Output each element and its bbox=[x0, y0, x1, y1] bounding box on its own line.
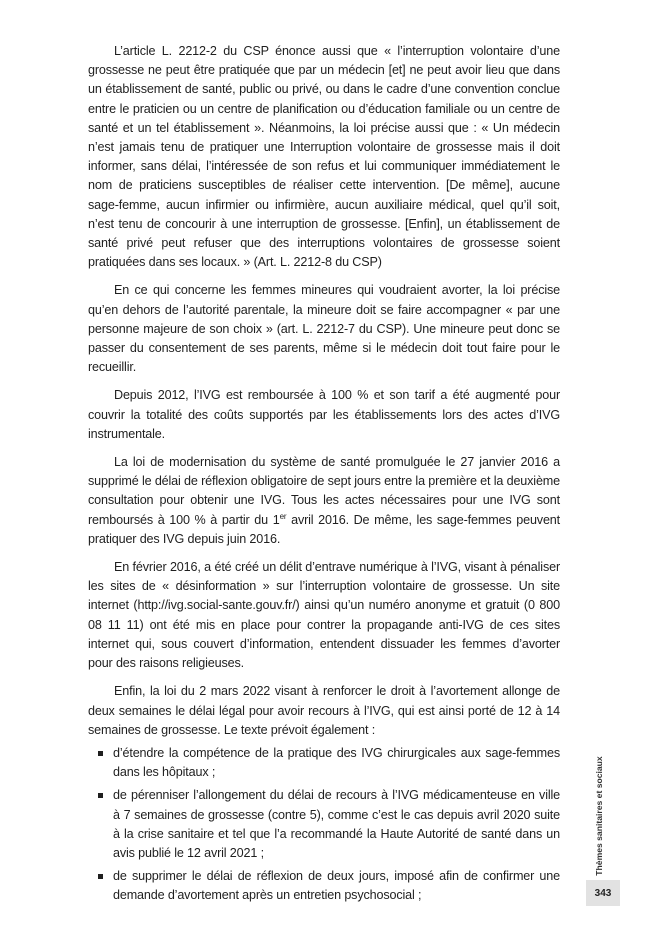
list-item bbox=[88, 867, 560, 905]
paragraph-loi-modernisation bbox=[88, 453, 560, 549]
paragraph-femmes-mineures: En ce qui concerne les femmes mineures qui voudraient avorter, la loi précise qu’en dehors de l’autorité parentale, la mineure doit se faire accompagner « par une personne majeure de son choix » (art. L. 2212-7 du CSP). Une mineure peut donc se passer du consentement de ses parents, même si le médecin doit tout faire pour le recueillir. bbox=[88, 283, 560, 375]
list-item-text: de supprimer le délai de réflexion de deux jours, imposé afin de confirmer une demande d’avortement après un entretien psychosocial ; bbox=[113, 869, 560, 903]
ordinal-superscript: er bbox=[279, 511, 287, 521]
bullet-list bbox=[88, 744, 560, 906]
square-bullet-icon bbox=[98, 751, 103, 756]
page-number-box bbox=[586, 880, 620, 906]
list-item bbox=[88, 786, 560, 863]
list-item-text: de pérenniser l’allongement du délai de recours à l’IVG médicamenteuse en ville à 7 semaines de grossesse (contre 5), comme c’est le cas depuis avril 2020 suite à la crise sanitaire et tel que l’a recommandé la Haute Autorité de santé dans un avis publié le 12 avril 2021 ; bbox=[113, 788, 560, 860]
paragraph-delit-entrave: En février 2016, a été créé un délit d’entrave numérique à l’IVG, visant à pénaliser les sites de « désinformation » sur l’interruption volontaire de grossesse. Un site internet (http://ivg.social-sante.gouv.fr/) ainsi qu’un numéro anonyme et gratuit (0 800 08 11 11) ont été mis en place pour contrer la propagande anti-IVG de ces sites internet qui, sous couvert d’information, entendent dissuader les femmes d’avorter pour des raisons religieuses. bbox=[88, 560, 560, 671]
chapter-side-label-text: Thèmes sanitaires et sociaux bbox=[594, 756, 604, 876]
paragraph-loi-2022: Enfin, la loi du 2 mars 2022 visant à renforcer le droit à l’avortement allonge de deux semaines le délai légal pour avoir recours à l’IVG, qui est ainsi porté de 12 à 14 semaines de grossesse. Le texte prévoit également : bbox=[88, 684, 560, 737]
square-bullet-icon bbox=[98, 874, 103, 879]
modernisation-text-end: avril 2016. De même, les sage-femmes peuvent pratiquer des IVG depuis juin 2016. bbox=[88, 512, 561, 546]
list-item bbox=[88, 744, 560, 782]
modernisation-text-start: La loi de modernisation du système de santé promulguée le 27 janvier 2016 a supprimé le délai de réflexion obligatoire de sept jours entre la première et la deuxième consultation pour obtenir une IVG. Tous les actes nécessaires pour une IVG sont remboursés à 100 % à partir du 1 bbox=[88, 455, 560, 527]
chapter-side-label bbox=[591, 756, 607, 876]
page-number: 343 bbox=[594, 887, 612, 899]
list-item-text: d’étendre la compétence de la pratique des IVG chirurgicales aux sage-femmes dans les hôpitaux ; bbox=[113, 745, 560, 780]
square-bullet-icon bbox=[98, 793, 103, 798]
page-body bbox=[88, 42, 560, 910]
paragraph-article-l2212-2: L’article L. 2212-2 du CSP énonce aussi que « l’interruption volontaire d’une grossesse ne peut être pratiquée que par un médecin [et] ne peut avoir lieu que dans un établissement de santé, public ou privé, ou dans le cadre d’une convention conclue entre le praticien ou un centre de planification ou d’éducation familiale ou un centre de santé et un tel établissement ». Néanmoins, la loi précise aussi que : « Un médecin n’est jamais tenu de pratiquer une Interruption volontaire de grossesse mais il doit informer, sans délai, l’intéressée de son refus et lui communiquer immédiatement le nom de praticiens susceptibles de réaliser cette intervention. [De même], aucune sage-femme, aucun infirmier ou infirmière, aucun auxiliaire médical, quel qu’il soit, n’est tenu de concourir à une interruption de grossesse. [Enfin], un établissement de santé privé peut refuser que des interruptions volontaires de grossesse soient pratiquées dans ses locaux. » (Art. L. 2212-8 du CSP) bbox=[88, 44, 560, 270]
paragraph-remboursement-2012: Depuis 2012, l’IVG est remboursée à 100 % et son tarif a été augmenté pour couvrir la totalité des coûts supportés par les établissements lors des actes d’IVG instrumentale. bbox=[88, 388, 560, 441]
